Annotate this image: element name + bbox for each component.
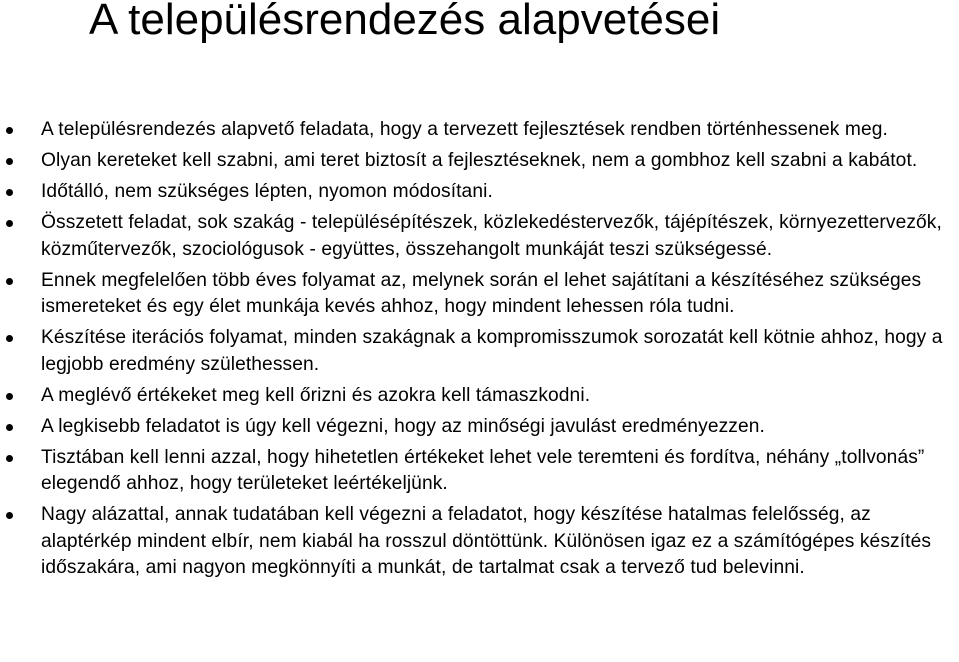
bullet-dot-icon	[6, 220, 13, 227]
bullet-text: A legkisebb feladatot is úgy kell végezni, hogy az minőségi javulást eredményezzen.	[41, 415, 765, 437]
bullet-text: Ennek megfelelően több éves folyamat az, melynek során el lehet sajátítani a készítéséhez szükséges ismereteket és egy élet munkája kevés ahhoz, hogy mindent lehessen róla tudni.	[41, 269, 922, 317]
bullet-item	[0, 148, 959, 175]
bullet-text: Időtálló, nem szükséges lépten, nyomon módosítani.	[41, 181, 493, 202]
bullet-text: Nagy alázattal, annak tudatában kell végezni a feladatot, hogy készítése hatalmas felelősség, az alaptérkép mindent elbír, nem kiabál ha rosszul döntöttünk. Különösen igaz ez a számítógépes készítés időszakára, ami nagyon megkönnyíti a munkát, de tartalmat csak a tervező tud belevinni.	[41, 504, 932, 578]
bullet-item	[0, 210, 959, 263]
bullet-dot-icon	[6, 278, 13, 285]
bullet-item	[0, 268, 959, 321]
bullet-item	[0, 179, 959, 206]
bullet-text: Tisztában kell lenni azzal, hogy hihetetlen értékeket lehet vele teremteni és fordítva, néhány „tollvonás” elegendő ahhoz, hogy területeket leértékeljünk.	[41, 446, 925, 494]
bullet-dot-icon	[6, 189, 13, 196]
bullet-item	[0, 502, 959, 582]
bullet-text: Készítése iterációs folyamat, minden szakágnak a kompromisszumok sorozatát kell kötnie ahhoz, hogy a legjobb eredmény születhessen.	[41, 327, 943, 375]
bullet-dot-icon	[6, 393, 13, 400]
bullet-item	[0, 325, 959, 378]
bullet-dot-icon	[6, 158, 13, 165]
bullet-text: Olyan kereteket kell szabni, ami teret biztosít a fejlesztéseknek, nem a gombhoz kell szabni a kabátot.	[41, 150, 918, 171]
bullet-item	[0, 445, 959, 498]
bullet-dot-icon	[6, 424, 13, 431]
bullet-text: Összetett feladat, sok szakág - településépítészek, közlekedéstervezők, tájépítészek, környezettervezők, közműtervezők, szociológusok - együttes, összehangolt munkáját teszi szükségessé.	[41, 212, 942, 260]
bullet-text: A meglévő értékeket meg kell őrizni és azokra kell támaszkodni.	[41, 384, 591, 406]
bullet-text: A településrendezés alapvető feladata, hogy a tervezett fejlesztések rendben történhessenek meg.	[41, 119, 888, 140]
bullet-item	[0, 117, 959, 144]
bullet-item	[0, 383, 959, 410]
bullet-dot-icon	[6, 335, 13, 342]
slide-title: A településrendezés alapvetései	[89, 0, 721, 44]
bullet-dot-icon	[6, 455, 13, 462]
bullet-list	[0, 117, 959, 586]
bullet-dot-icon	[6, 512, 13, 519]
bullet-item	[0, 414, 959, 441]
bullet-dot-icon	[6, 127, 13, 134]
